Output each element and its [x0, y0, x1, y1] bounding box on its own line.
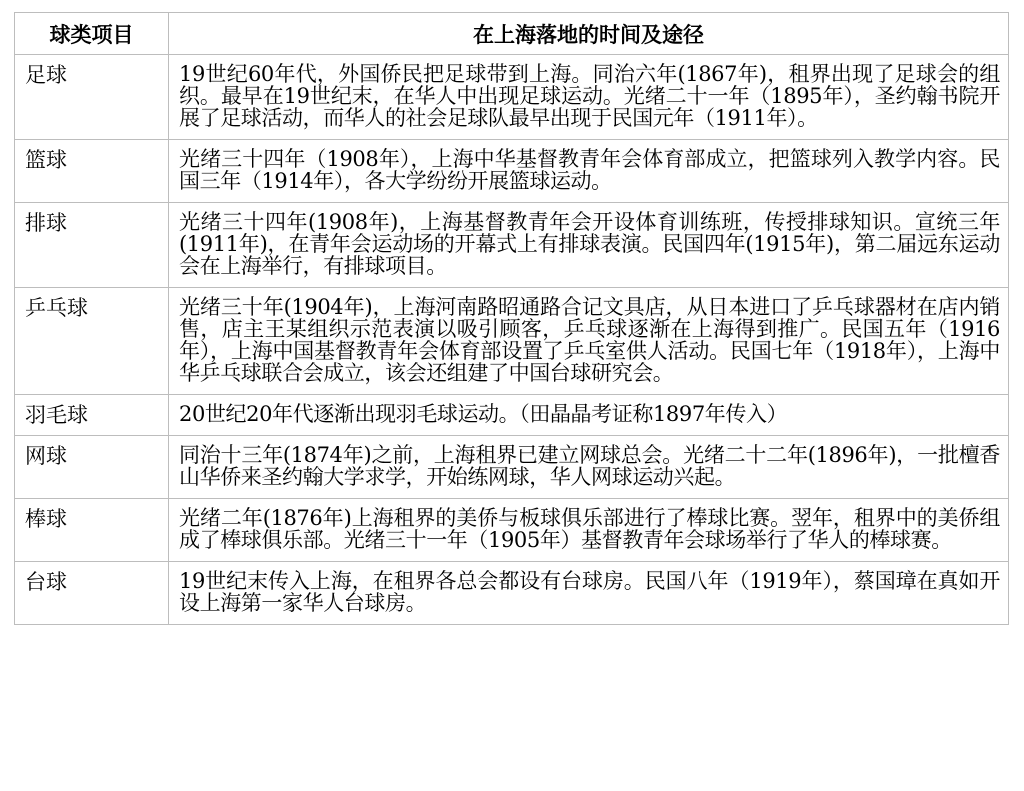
sport-name-badminton: 羽毛球 — [15, 395, 169, 436]
table-row — [15, 288, 1009, 395]
table-header — [15, 13, 1009, 55]
table-row — [15, 499, 1009, 562]
sport-name-table-tennis: 乒乓球 — [15, 288, 169, 395]
sport-history-football: 19世纪60年代，外国侨民把足球带到上海。同治六年(1867年)，租界出现了足球会的组织。最早在19世纪末，在华人中出现足球运动。光绪二十一年（1895年），圣约翰书院开展了足球活动，而华人的社会足球队最早出现于民国元年（1911年）。 — [169, 55, 1009, 140]
header-history: 在上海落地的时间及途径 — [169, 13, 1009, 55]
sport-history-baseball: 光绪二年(1876年)上海租界的美侨与板球俱乐部进行了棒球比赛。翌年，租界中的美侨组成了棒球俱乐部。光绪三十一年（1905年）基督教青年会球场举行了华人的棒球赛。 — [169, 499, 1009, 562]
sport-name-football: 足球 — [15, 55, 169, 140]
sport-name-baseball: 棒球 — [15, 499, 169, 562]
table-row — [15, 562, 1009, 625]
sport-history-table-tennis: 光绪三十年(1904年)，上海河南路昭通路合记文具店，从日本进口了乒乓球器材在店内销售，店主王某组织示范表演以吸引顾客，乒乓球逐渐在上海得到推广。民国五年（1916年），上海中国基督教青年会体育部设置了乒乓室供人活动。民国七年（1918年），上海中华乒乓球联合会成立，该会还组建了中国台球研究会。 — [169, 288, 1009, 395]
sport-name-billiards: 台球 — [15, 562, 169, 625]
sport-name-tennis: 网球 — [15, 436, 169, 499]
sport-history-billiards: 19世纪末传入上海，在租界各总会都设有台球房。民国八年（1919年），蔡国璋在真如开设上海第一家华人台球房。 — [169, 562, 1009, 625]
table-row — [15, 436, 1009, 499]
header-sport: 球类项目 — [15, 13, 169, 55]
header-row — [15, 13, 1009, 55]
table-row — [15, 55, 1009, 140]
sport-history-tennis: 同治十三年(1874年)之前，上海租界已建立网球总会。光绪二十二年(1896年)，一批檀香山华侨来圣约翰大学求学，开始练网球，华人网球运动兴起。 — [169, 436, 1009, 499]
sport-name-basketball: 篮球 — [15, 140, 169, 203]
table-row — [15, 140, 1009, 203]
table-row — [15, 395, 1009, 436]
sports-history-table — [14, 12, 1009, 625]
table-row — [15, 203, 1009, 288]
sport-history-volleyball: 光绪三十四年(1908年)，上海基督教青年会开设体育训练班，传授排球知识。宣统三年(1911年)，在青年会运动场的开幕式上有排球表演。民国四年(1915年)，第二届远东运动会在上海举行，有排球项目。 — [169, 203, 1009, 288]
sport-name-volleyball: 排球 — [15, 203, 169, 288]
sport-history-badminton: 20世纪20年代逐渐出现羽毛球运动。（田晶晶考证称1897年传入） — [169, 395, 1009, 436]
sport-history-basketball: 光绪三十四年（1908年），上海中华基督教青年会体育部成立，把篮球列入教学内容。民国三年（1914年），各大学纷纷开展篮球运动。 — [169, 140, 1009, 203]
table-body — [15, 55, 1009, 625]
